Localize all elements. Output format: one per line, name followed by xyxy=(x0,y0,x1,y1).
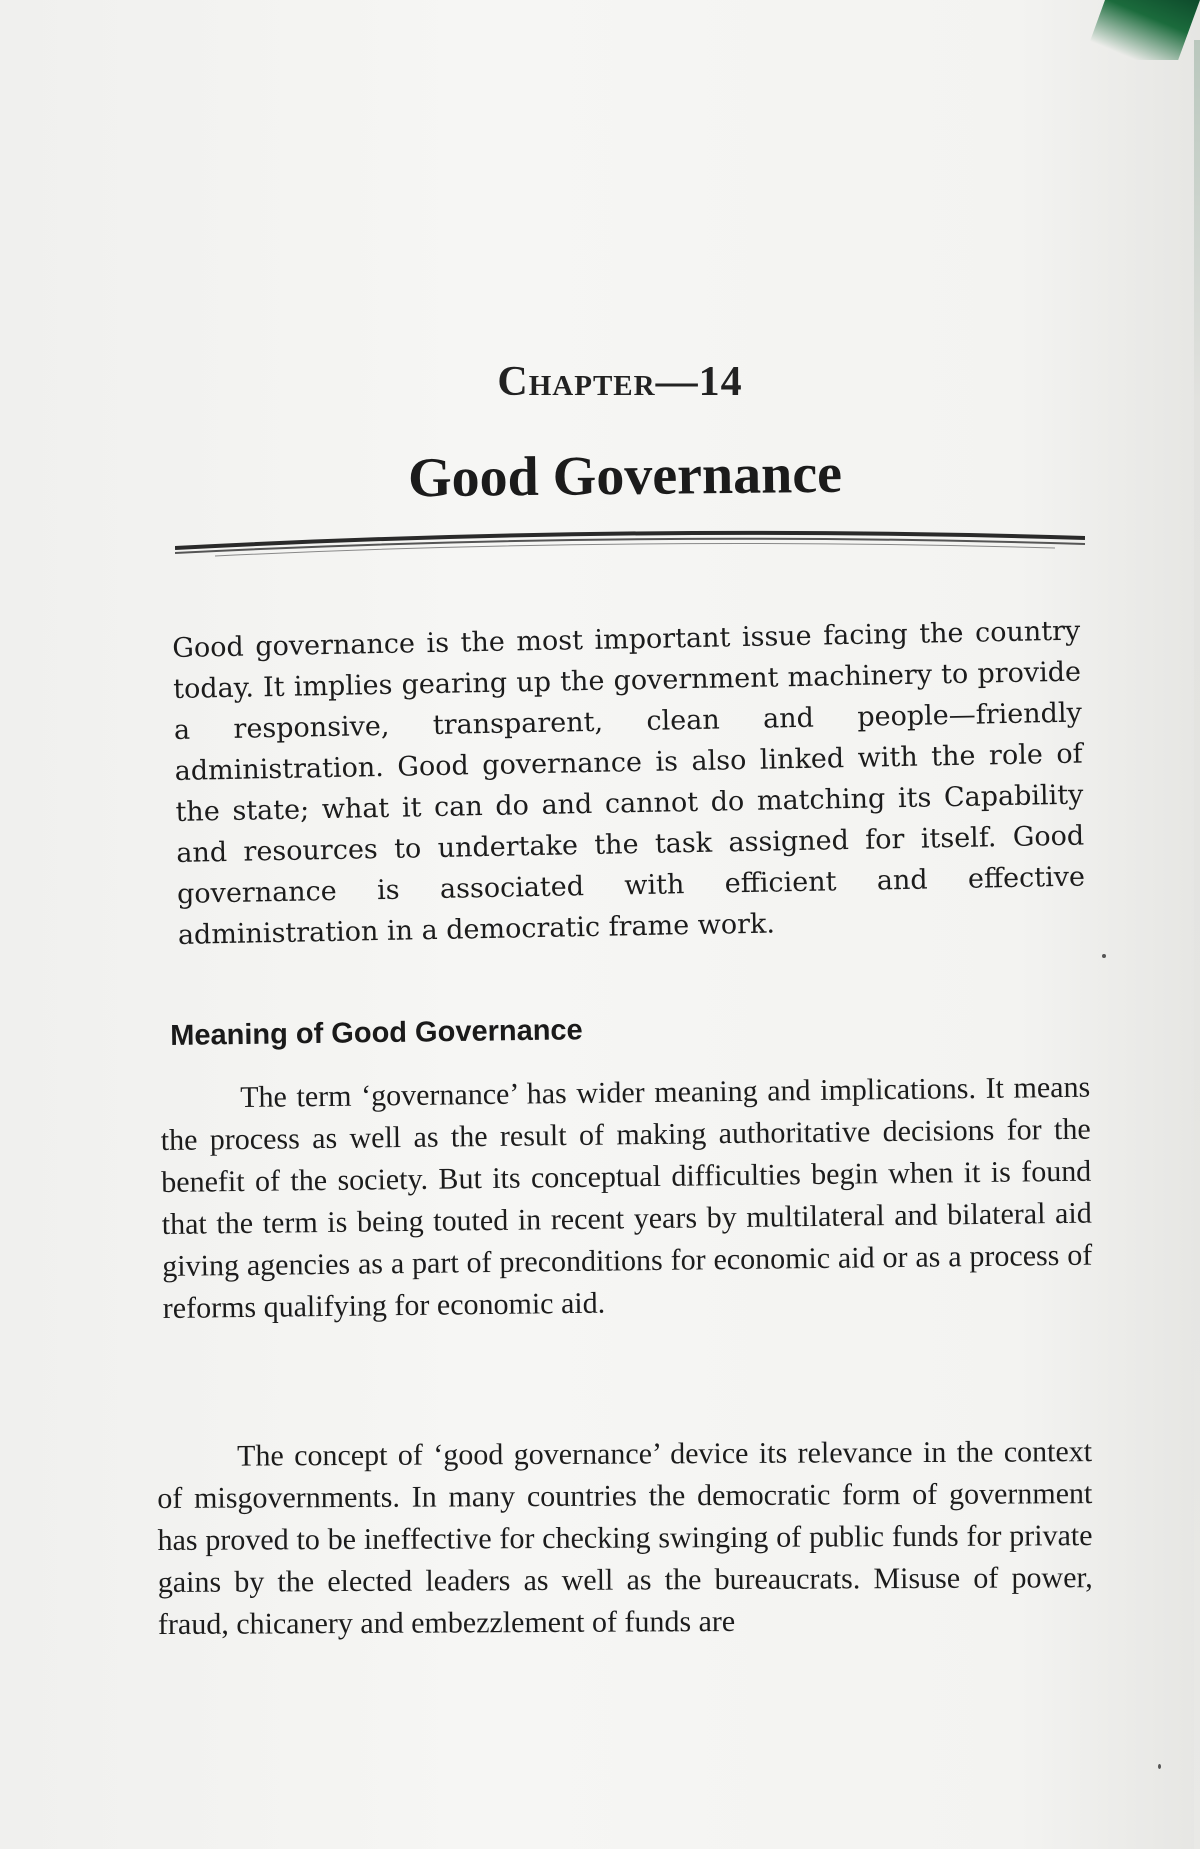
paper-speck xyxy=(1158,1764,1161,1769)
body-paragraph: The term ‘governance’ has wider meaning and implications. It means the process as well as the result of making authoritative decisions for the benefit of the society. But its conceptual difficulties begin when it is found that the term is being touted in recent years by multilateral and bilateral aid giving agencies as a part of preconditions for economic aid or as a process of reforms qualifying for economic aid. xyxy=(160,1070,1093,1325)
title-divider-rule xyxy=(175,522,1085,562)
body-paragraph: The concept of ‘good governance’ device its relevance in the context of misgovernments. In many countries the democratic form of government has proved to be ineffective for checking swinging of public funds for private gains by the elected leaders as well as the bureaucrats. Misuse of power, fraud, chicanery and embezzlement of funds are xyxy=(157,1435,1093,1641)
page-corner-shadow xyxy=(1083,0,1200,60)
chapter-label: Chapter—14 xyxy=(497,359,743,405)
intro-paragraph: Good governance is the most important issue facing the country today. It implies gearing up the government machinery to provide a responsive, transparent, clean and people—friendly administration. Good governance is also linked with the role of the state; what it can do and cannot do matching its Capability and resources to undertake the task assigned for itself. Good governance is associated with efficient and effective administration in a democratic frame work. xyxy=(172,615,1086,951)
section-heading: Meaning of Good Governance xyxy=(170,1014,583,1052)
paper-speck xyxy=(1102,954,1106,958)
chapter-title: Good Governance xyxy=(407,442,843,510)
page-edge xyxy=(1194,40,1200,1849)
